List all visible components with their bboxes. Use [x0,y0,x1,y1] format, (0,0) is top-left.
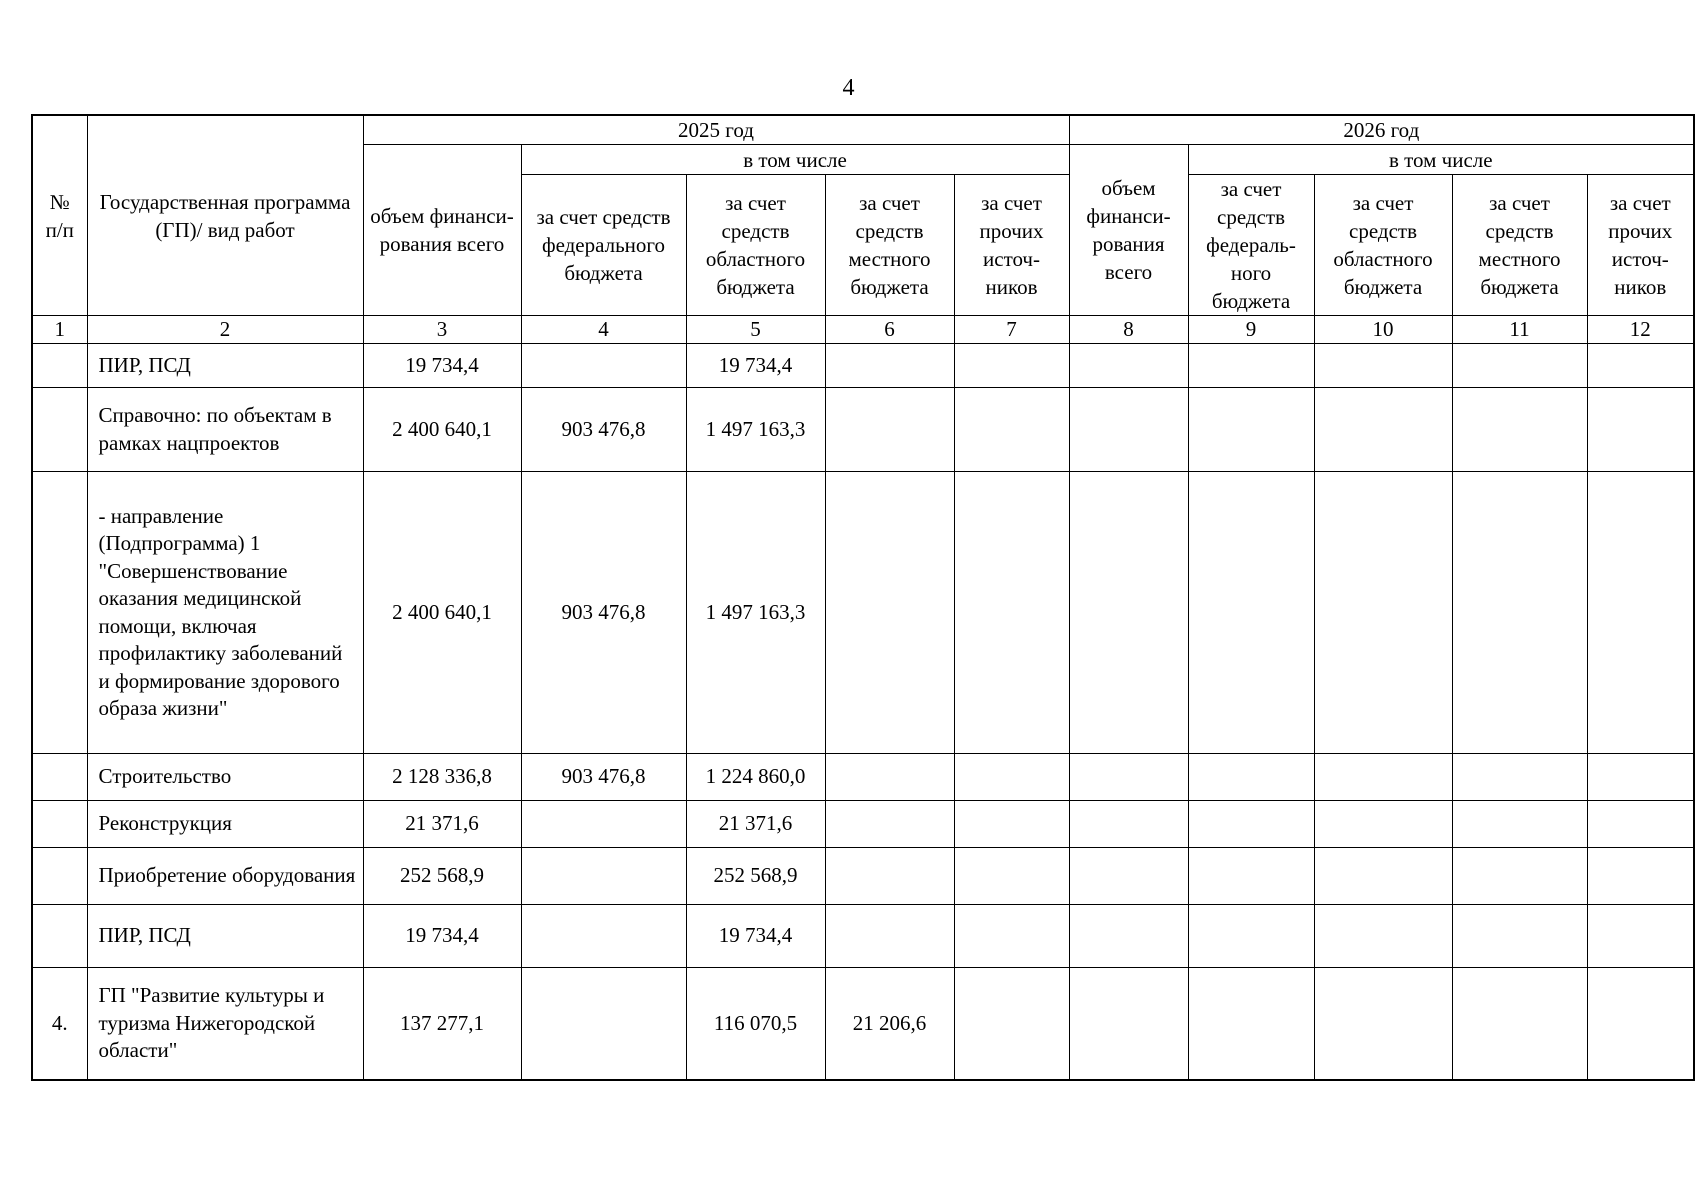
row-name: Приобретение оборудования [87,848,363,905]
cell-c4 [521,905,686,968]
table-row [32,905,1694,968]
cell-empty [1069,472,1188,754]
cell-c4 [521,848,686,905]
cell-empty [1452,754,1587,801]
cell-c4: 903 476,8 [521,472,686,754]
column-number: 6 [825,316,954,344]
cell-c3: 2 400 640,1 [363,472,521,754]
header-c5: за счет средств областного бюджета [686,175,825,316]
cell-empty [1069,388,1188,472]
row-num [32,801,87,848]
cell-empty [1188,754,1314,801]
cell-empty [1188,344,1314,388]
cell-empty [1587,344,1694,388]
column-number: 3 [363,316,521,344]
cell-c5: 116 070,5 [686,968,825,1080]
header-c12: за счет прочих источ-ников [1587,175,1694,316]
table-row [32,388,1694,472]
cell-c6 [825,905,954,968]
cell-empty [1314,801,1452,848]
cell-empty [1587,472,1694,754]
cell-c5: 21 371,6 [686,801,825,848]
cell-empty [954,754,1069,801]
cell-c6 [825,848,954,905]
cell-empty [1587,905,1694,968]
cell-empty [1314,344,1452,388]
header-c3: объем финанси-рования всего [363,145,521,316]
cell-c5: 252 568,9 [686,848,825,905]
header-c8: объем финанси-рования всего [1069,145,1188,316]
cell-empty [1314,968,1452,1080]
cell-empty [1587,754,1694,801]
row-name: Справочно: по объектам в рамках нацпроектов [87,388,363,472]
cell-c5: 1 497 163,3 [686,472,825,754]
row-num [32,754,87,801]
cell-empty [1188,388,1314,472]
column-number: 1 [32,316,87,344]
row-num [32,905,87,968]
row-name: ПИР, ПСД [87,905,363,968]
cell-c3: 19 734,4 [363,344,521,388]
header-c4: за счет средств федерального бюджета [521,175,686,316]
column-number-row [32,316,1694,344]
cell-empty [954,388,1069,472]
cell-empty [1188,801,1314,848]
table-row [32,848,1694,905]
cell-c6: 21 206,6 [825,968,954,1080]
cell-empty [1188,968,1314,1080]
column-number: 10 [1314,316,1452,344]
cell-c5: 1 224 860,0 [686,754,825,801]
cell-empty [1314,905,1452,968]
cell-empty [1452,801,1587,848]
cell-c5: 19 734,4 [686,905,825,968]
cell-c6 [825,388,954,472]
cell-empty [1587,848,1694,905]
row-name: - направление (Подпрограмма) 1 "Совершенствование оказания медицинской помощи, включая профилактику заболеваний и формирование здорового образа жизни" [87,472,363,754]
cell-empty [1452,472,1587,754]
column-number: 8 [1069,316,1188,344]
cell-c5: 1 497 163,3 [686,388,825,472]
cell-empty [1452,905,1587,968]
column-number: 5 [686,316,825,344]
header-program: Государственная программа (ГП)/ вид работ [87,115,363,316]
cell-empty [954,344,1069,388]
row-num [32,848,87,905]
column-number: 7 [954,316,1069,344]
column-number: 9 [1188,316,1314,344]
cell-empty [1452,848,1587,905]
cell-empty [1587,801,1694,848]
row-num [32,344,87,388]
cell-empty [1069,344,1188,388]
cell-empty [954,848,1069,905]
header-num: № п/п [32,115,87,316]
table-row [32,968,1694,1080]
column-number: 2 [87,316,363,344]
header-year-2025: 2025 год [363,115,1069,145]
row-num: 4. [32,968,87,1080]
column-number: 4 [521,316,686,344]
cell-empty [1314,388,1452,472]
cell-empty [1069,968,1188,1080]
table-row [32,801,1694,848]
row-name: Строительство [87,754,363,801]
cell-c4: 903 476,8 [521,754,686,801]
cell-c3: 137 277,1 [363,968,521,1080]
cell-empty [1452,344,1587,388]
row-name: ПИР, ПСД [87,344,363,388]
cell-empty [954,968,1069,1080]
row-name: ГП "Развитие культуры и туризма Нижегородской области" [87,968,363,1080]
cell-c6 [825,754,954,801]
cell-empty [1188,848,1314,905]
cell-empty [1069,754,1188,801]
header-year-2026: 2026 год [1069,115,1694,145]
row-name: Реконструкция [87,801,363,848]
cell-empty [1314,848,1452,905]
column-number: 12 [1587,316,1694,344]
cell-empty [954,472,1069,754]
cell-empty [954,801,1069,848]
cell-c6 [825,472,954,754]
cell-empty [1587,388,1694,472]
cell-empty [1188,472,1314,754]
header-c9: за счет средств федераль-ного бюджета [1188,175,1314,316]
header-c7: за счет прочих источ-ников [954,175,1069,316]
page-number: 4 [842,75,855,101]
cell-empty [1314,754,1452,801]
cell-c4 [521,801,686,848]
row-num [32,388,87,472]
cell-empty [1188,905,1314,968]
cell-c4 [521,344,686,388]
cell-empty [1452,968,1587,1080]
table-row [32,344,1694,388]
financing-table [31,114,1695,1081]
column-number: 11 [1452,316,1587,344]
cell-c4: 903 476,8 [521,388,686,472]
cell-c3: 19 734,4 [363,905,521,968]
cell-empty [954,905,1069,968]
cell-c3: 2 400 640,1 [363,388,521,472]
cell-empty [1069,848,1188,905]
table-row [32,472,1694,754]
cell-c5: 19 734,4 [686,344,825,388]
cell-c6 [825,344,954,388]
table-row [32,754,1694,801]
cell-c3: 252 568,9 [363,848,521,905]
cell-c3: 2 128 336,8 [363,754,521,801]
header-c6: за счет средств местного бюджета [825,175,954,316]
header-c10: за счет средств областного бюджета [1314,175,1452,316]
cell-empty [1069,905,1188,968]
cell-empty [1587,968,1694,1080]
cell-empty [1452,388,1587,472]
cell-c4 [521,968,686,1080]
cell-empty [1314,472,1452,754]
header-c11: за счет средств местного бюджета [1452,175,1587,316]
row-num [32,472,87,754]
cell-empty [1069,801,1188,848]
cell-c3: 21 371,6 [363,801,521,848]
header-incl-2025: в том числе [521,145,1069,175]
header-incl-2026: в том числе [1188,145,1694,175]
cell-c6 [825,801,954,848]
